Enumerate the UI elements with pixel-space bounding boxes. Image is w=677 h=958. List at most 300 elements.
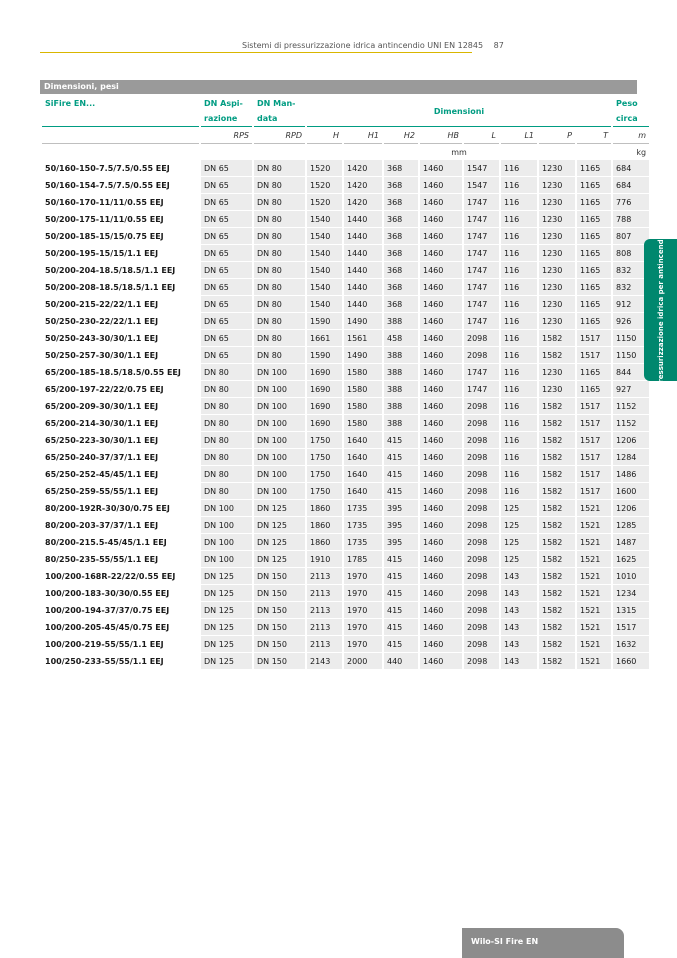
table-cell: 116 — [501, 194, 537, 211]
table-cell: 1690 — [307, 415, 342, 432]
table-cell: DN 80 — [254, 262, 305, 279]
table-cell: 1490 — [344, 313, 382, 330]
table-cell: 1460 — [420, 585, 462, 602]
table-cell: 1750 — [307, 483, 342, 500]
table-cell: 1747 — [464, 313, 499, 330]
table-cell: 368 — [384, 262, 418, 279]
table-cell: DN 65 — [201, 245, 252, 262]
col-model-header: SiFire EN... — [42, 96, 199, 127]
table-cell: 1582 — [539, 653, 575, 670]
table-cell: 116 — [501, 279, 537, 296]
table-cell: 1540 — [307, 211, 342, 228]
table-cell: DN 125 — [201, 653, 252, 670]
table-cell: 1540 — [307, 262, 342, 279]
table-cell: 788 — [613, 211, 649, 228]
table-cell: 1460 — [420, 313, 462, 330]
table-cell: DN 150 — [254, 585, 305, 602]
table-cell: 1517 — [577, 347, 611, 364]
table-cell: 368 — [384, 194, 418, 211]
table-cell: DN 80 — [254, 194, 305, 211]
table-cell: 1234 — [613, 585, 649, 602]
table-cell: 415 — [384, 602, 418, 619]
table-cell: 1910 — [307, 551, 342, 568]
table-cell: 1460 — [420, 602, 462, 619]
table-cell: 2113 — [307, 602, 342, 619]
table-cell: 1540 — [307, 279, 342, 296]
table-cell: 1661 — [307, 330, 342, 347]
table-cell: DN 80 — [201, 449, 252, 466]
table-cell: 458 — [384, 330, 418, 347]
table-cell: DN 125 — [201, 602, 252, 619]
table-cell: 1150 — [613, 330, 649, 347]
table-cell: 1230 — [539, 177, 575, 194]
unit-row — [42, 127, 649, 144]
table-cell: 368 — [384, 228, 418, 245]
table-cell: 2098 — [464, 347, 499, 364]
table-cell: DN 80 — [201, 432, 252, 449]
side-tab — [644, 232, 677, 388]
table-cell: 1152 — [613, 398, 649, 415]
model-code: 50/200-208-18.5/18.5/1.1 EEJ — [42, 279, 199, 296]
table-cell: 1582 — [539, 330, 575, 347]
table-cell: 1440 — [344, 245, 382, 262]
table-row — [42, 262, 649, 279]
table-cell: 1460 — [420, 415, 462, 432]
table-cell: 1165 — [577, 279, 611, 296]
table-cell: 395 — [384, 534, 418, 551]
table-cell: 1580 — [344, 381, 382, 398]
table-cell: 2098 — [464, 466, 499, 483]
table-cell: 1690 — [307, 381, 342, 398]
table-cell: 388 — [384, 398, 418, 415]
table-cell: 1460 — [420, 517, 462, 534]
table-cell: DN 125 — [201, 619, 252, 636]
table-cell: 684 — [613, 160, 649, 177]
table-cell: 1582 — [539, 398, 575, 415]
table-cell: 2113 — [307, 619, 342, 636]
table-cell: 1460 — [420, 245, 462, 262]
footer-tab: Wilo-SI Fire EN — [462, 928, 624, 958]
table-cell: 1540 — [307, 296, 342, 313]
table-cell: 2098 — [464, 568, 499, 585]
table-cell: 1230 — [539, 364, 575, 381]
model-code: 50/200-215-22/22/1.1 EEJ — [42, 296, 199, 313]
table-cell: 1540 — [307, 245, 342, 262]
running-head — [242, 41, 504, 50]
table-cell: 1230 — [539, 279, 575, 296]
table-cell: 1165 — [577, 313, 611, 330]
table-cell: 1460 — [420, 551, 462, 568]
table-cell: 1230 — [539, 211, 575, 228]
table-cell: 1747 — [464, 194, 499, 211]
table-cell: DN 100 — [201, 551, 252, 568]
table-cell: 2098 — [464, 653, 499, 670]
table-cell: 844 — [613, 364, 649, 381]
table-cell: 1460 — [420, 500, 462, 517]
table-cell: 368 — [384, 279, 418, 296]
model-code: 65/200-209-30/30/1.1 EEJ — [42, 398, 199, 415]
table-cell: 1582 — [539, 449, 575, 466]
table-cell: 1165 — [577, 211, 611, 228]
table-row — [42, 500, 649, 517]
model-code: 65/250-252-45/45/1.1 EEJ — [42, 466, 199, 483]
table-cell: 415 — [384, 432, 418, 449]
table-cell: 116 — [501, 211, 537, 228]
model-code: 50/200-195-15/15/1.1 EEJ — [42, 245, 199, 262]
table-cell: 1285 — [613, 517, 649, 534]
table-cell: 415 — [384, 619, 418, 636]
table-cell: 1460 — [420, 381, 462, 398]
table-cell: 2098 — [464, 449, 499, 466]
table-cell: 116 — [501, 415, 537, 432]
table-cell: 1230 — [539, 381, 575, 398]
table-cell: DN 150 — [254, 602, 305, 619]
table-row — [42, 194, 649, 211]
table-cell: 1970 — [344, 602, 382, 619]
table-cell: 1230 — [539, 262, 575, 279]
table-cell: 1460 — [420, 466, 462, 483]
table-cell: 1460 — [420, 619, 462, 636]
table-cell: 1517 — [577, 432, 611, 449]
table-cell: 116 — [501, 313, 537, 330]
table-cell: 1440 — [344, 211, 382, 228]
table-row — [42, 228, 649, 245]
table-row — [42, 551, 649, 568]
table-cell: 116 — [501, 398, 537, 415]
table-cell: 2143 — [307, 653, 342, 670]
table-cell: 143 — [501, 602, 537, 619]
model-code: 50/250-243-30/30/1.1 EEJ — [42, 330, 199, 347]
table-row — [42, 636, 649, 653]
table-cell: 1460 — [420, 653, 462, 670]
table-cell: 1582 — [539, 551, 575, 568]
model-code: 80/200-192R-30/30/0.75 EEJ — [42, 500, 199, 517]
table-cell: 1440 — [344, 279, 382, 296]
table-cell: 1165 — [577, 262, 611, 279]
table-cell: 1152 — [613, 415, 649, 432]
model-code: 100/200-194-37/37/0.75 EEJ — [42, 602, 199, 619]
table-cell: 368 — [384, 177, 418, 194]
table-cell: 1460 — [420, 636, 462, 653]
table-cell: DN 125 — [254, 500, 305, 517]
table-cell: 1521 — [577, 517, 611, 534]
table-cell: DN 150 — [254, 619, 305, 636]
table-cell: DN 80 — [254, 160, 305, 177]
table-row — [42, 415, 649, 432]
model-code: 100/200-168R-22/22/0.55 EEJ — [42, 568, 199, 585]
table-cell: 1520 — [307, 194, 342, 211]
table-cell: 2098 — [464, 636, 499, 653]
table-cell: 1460 — [420, 347, 462, 364]
table-cell: 1521 — [577, 568, 611, 585]
table-cell: 1640 — [344, 432, 382, 449]
side-tab-label: Pressurizzazione idrica per antincendio — [656, 232, 665, 388]
model-code: 50/160-170-11/11/0.55 EEJ — [42, 194, 199, 211]
table-cell: 368 — [384, 211, 418, 228]
table-cell: 2098 — [464, 398, 499, 415]
table-cell: 927 — [613, 381, 649, 398]
table-cell: 808 — [613, 245, 649, 262]
table-cell: 2098 — [464, 534, 499, 551]
table-cell: 1230 — [539, 245, 575, 262]
table-cell: 832 — [613, 279, 649, 296]
table-cell: 1735 — [344, 517, 382, 534]
table-cell: 1165 — [577, 194, 611, 211]
col-delivery-header: DN Man- data — [254, 96, 305, 127]
table-cell: 440 — [384, 653, 418, 670]
table-cell: DN 65 — [201, 211, 252, 228]
unit-rps: RPS — [201, 127, 252, 144]
table-cell: DN 80 — [201, 364, 252, 381]
table-cell: 1747 — [464, 364, 499, 381]
table-cell: 684 — [613, 177, 649, 194]
table-cell: DN 100 — [254, 483, 305, 500]
table-cell: 1460 — [420, 364, 462, 381]
table-cell: 415 — [384, 636, 418, 653]
table-cell: 1487 — [613, 534, 649, 551]
table-cell: 143 — [501, 585, 537, 602]
table-cell: 1460 — [420, 330, 462, 347]
table-cell: 1420 — [344, 194, 382, 211]
table-cell: 388 — [384, 313, 418, 330]
table-cell: 2098 — [464, 602, 499, 619]
table-cell: 1970 — [344, 619, 382, 636]
table-cell: DN 80 — [254, 177, 305, 194]
table-cell: 1460 — [420, 160, 462, 177]
table-cell: 1582 — [539, 466, 575, 483]
table-cell: 1521 — [577, 619, 611, 636]
table-cell: 1747 — [464, 381, 499, 398]
table-cell: 1540 — [307, 228, 342, 245]
table-row — [42, 364, 649, 381]
table-cell: DN 100 — [254, 415, 305, 432]
table-cell: 415 — [384, 449, 418, 466]
table-cell: 1860 — [307, 500, 342, 517]
table-cell: 776 — [613, 194, 649, 211]
table-cell: DN 65 — [201, 177, 252, 194]
measure-unit-row — [42, 144, 649, 160]
table-row — [42, 619, 649, 636]
model-code: 65/200-185-18.5/18.5/0.55 EEJ — [42, 364, 199, 381]
unit-mm: mm — [451, 147, 467, 157]
table-cell: 1970 — [344, 568, 382, 585]
table-cell: 125 — [501, 534, 537, 551]
table-row — [42, 330, 649, 347]
table-cell: DN 80 — [201, 415, 252, 432]
table-cell: 1165 — [577, 245, 611, 262]
table-row — [42, 449, 649, 466]
table-cell: 116 — [501, 449, 537, 466]
table-cell: DN 100 — [201, 500, 252, 517]
table-cell: 1284 — [613, 449, 649, 466]
model-code: 65/250-223-30/30/1.1 EEJ — [42, 432, 199, 449]
header-rule — [40, 52, 472, 53]
table-cell: 116 — [501, 347, 537, 364]
table-cell: DN 100 — [254, 432, 305, 449]
model-code: 65/250-240-37/37/1.1 EEJ — [42, 449, 199, 466]
table-cell: 1165 — [577, 177, 611, 194]
table-cell: 1521 — [577, 551, 611, 568]
table-cell: DN 125 — [254, 534, 305, 551]
unit-kg: kg — [636, 147, 647, 157]
table-cell: 1460 — [420, 568, 462, 585]
model-code: 65/200-214-30/30/1.1 EEJ — [42, 415, 199, 432]
table-cell: 2098 — [464, 551, 499, 568]
table-cell: 1440 — [344, 228, 382, 245]
table-cell: 1735 — [344, 534, 382, 551]
table-cell: 116 — [501, 262, 537, 279]
table-row — [42, 245, 649, 262]
table-cell: 1690 — [307, 364, 342, 381]
table-cell: DN 65 — [201, 279, 252, 296]
table-body — [42, 160, 649, 670]
table-cell: 1860 — [307, 517, 342, 534]
table-cell: 1460 — [420, 296, 462, 313]
table-cell: 1010 — [613, 568, 649, 585]
section-title: Dimensioni, pesi — [40, 80, 637, 94]
model-code: 100/200-183-30/30/0.55 EEJ — [42, 585, 199, 602]
table-row — [42, 211, 649, 228]
table-cell: 143 — [501, 568, 537, 585]
table-cell: 1230 — [539, 194, 575, 211]
col-weight-header: Peso circa — [613, 96, 649, 127]
table-cell: 1561 — [344, 330, 382, 347]
table-cell: 1460 — [420, 398, 462, 415]
table-cell: 1460 — [420, 177, 462, 194]
table-cell: 1165 — [577, 296, 611, 313]
table-cell: DN 80 — [201, 483, 252, 500]
table-cell: 1420 — [344, 160, 382, 177]
table-cell: 415 — [384, 483, 418, 500]
model-code: 50/160-154-7.5/7.5/0.55 EEJ — [42, 177, 199, 194]
table-cell: 1460 — [420, 449, 462, 466]
table-cell: 1521 — [577, 500, 611, 517]
table-cell: DN 100 — [254, 466, 305, 483]
table-cell: 2098 — [464, 517, 499, 534]
table-cell: 1150 — [613, 347, 649, 364]
table-cell: 1640 — [344, 466, 382, 483]
table-cell: 125 — [501, 500, 537, 517]
table-cell: 116 — [501, 160, 537, 177]
table-cell: 1547 — [464, 177, 499, 194]
table-cell: DN 80 — [201, 381, 252, 398]
table-cell: 1747 — [464, 279, 499, 296]
table-cell: 1521 — [577, 534, 611, 551]
table-cell: 1582 — [539, 517, 575, 534]
table-cell: DN 100 — [254, 381, 305, 398]
table-cell: 1735 — [344, 500, 382, 517]
page-number: 87 — [493, 41, 504, 50]
table-cell: 2098 — [464, 500, 499, 517]
table-cell: 415 — [384, 466, 418, 483]
table-cell: 143 — [501, 653, 537, 670]
table-cell: 1420 — [344, 177, 382, 194]
table-cell: 116 — [501, 432, 537, 449]
table-row — [42, 432, 649, 449]
table-cell: DN 80 — [201, 398, 252, 415]
table-cell: 116 — [501, 330, 537, 347]
table-cell: 1206 — [613, 432, 649, 449]
table-cell: DN 125 — [201, 636, 252, 653]
table-cell: 1440 — [344, 262, 382, 279]
table-cell: DN 80 — [254, 279, 305, 296]
table-cell: 116 — [501, 483, 537, 500]
table-cell: 368 — [384, 160, 418, 177]
table-cell: 1517 — [577, 483, 611, 500]
table-row — [42, 313, 649, 330]
table-cell: DN 65 — [201, 313, 252, 330]
table-cell: 1580 — [344, 398, 382, 415]
table-cell: DN 65 — [201, 160, 252, 177]
table-cell: 116 — [501, 381, 537, 398]
table-cell: 1460 — [420, 279, 462, 296]
table-cell: DN 65 — [201, 296, 252, 313]
table-cell: 2098 — [464, 585, 499, 602]
table-cell: 1590 — [307, 313, 342, 330]
table-cell: 1582 — [539, 636, 575, 653]
table-cell: 1521 — [577, 653, 611, 670]
table-cell: 1860 — [307, 534, 342, 551]
unit-p: P — [539, 127, 575, 144]
table-cell: DN 100 — [254, 449, 305, 466]
table-cell: 1582 — [539, 432, 575, 449]
table-cell: 1521 — [577, 585, 611, 602]
table-cell: 1521 — [577, 602, 611, 619]
table-cell: 1230 — [539, 160, 575, 177]
unit-l1: L1 — [501, 127, 537, 144]
table-cell: 912 — [613, 296, 649, 313]
table-row — [42, 296, 649, 313]
table-cell: DN 80 — [254, 245, 305, 262]
table-cell: 125 — [501, 517, 537, 534]
unit-m: m — [613, 127, 649, 144]
table-cell: 1460 — [420, 211, 462, 228]
model-code: 80/250-235-55/55/1.1 EEJ — [42, 551, 199, 568]
table-cell: 1230 — [539, 228, 575, 245]
table-cell: 1517 — [577, 466, 611, 483]
table-cell: 1165 — [577, 228, 611, 245]
table-cell: DN 65 — [201, 194, 252, 211]
unit-t: T — [577, 127, 611, 144]
table-cell: DN 100 — [254, 364, 305, 381]
table-cell: 1517 — [577, 330, 611, 347]
table-cell: DN 125 — [201, 568, 252, 585]
unit-l: L — [464, 127, 499, 144]
table-row — [42, 517, 649, 534]
table-cell: 1582 — [539, 347, 575, 364]
table-cell: DN 125 — [201, 585, 252, 602]
model-code: 50/200-204-18.5/18.5/1.1 EEJ — [42, 262, 199, 279]
table-cell: 1460 — [420, 194, 462, 211]
table-cell: DN 125 — [254, 551, 305, 568]
table-cell: 1750 — [307, 432, 342, 449]
table-cell: 1315 — [613, 602, 649, 619]
table-cell: DN 65 — [201, 330, 252, 347]
table-cell: DN 80 — [254, 211, 305, 228]
table-cell: 1750 — [307, 466, 342, 483]
model-code: 50/250-230-22/22/1.1 EEJ — [42, 313, 199, 330]
table-cell: 1582 — [539, 585, 575, 602]
table-cell: 116 — [501, 228, 537, 245]
table-cell: 1165 — [577, 381, 611, 398]
table-cell: DN 100 — [254, 398, 305, 415]
table-cell: DN 65 — [201, 228, 252, 245]
table-cell: 1165 — [577, 364, 611, 381]
table-cell: DN 65 — [201, 262, 252, 279]
unit-h2: H2 — [384, 127, 418, 144]
table-cell: 832 — [613, 262, 649, 279]
col-suction-header: DN Aspi- razione — [201, 96, 252, 127]
